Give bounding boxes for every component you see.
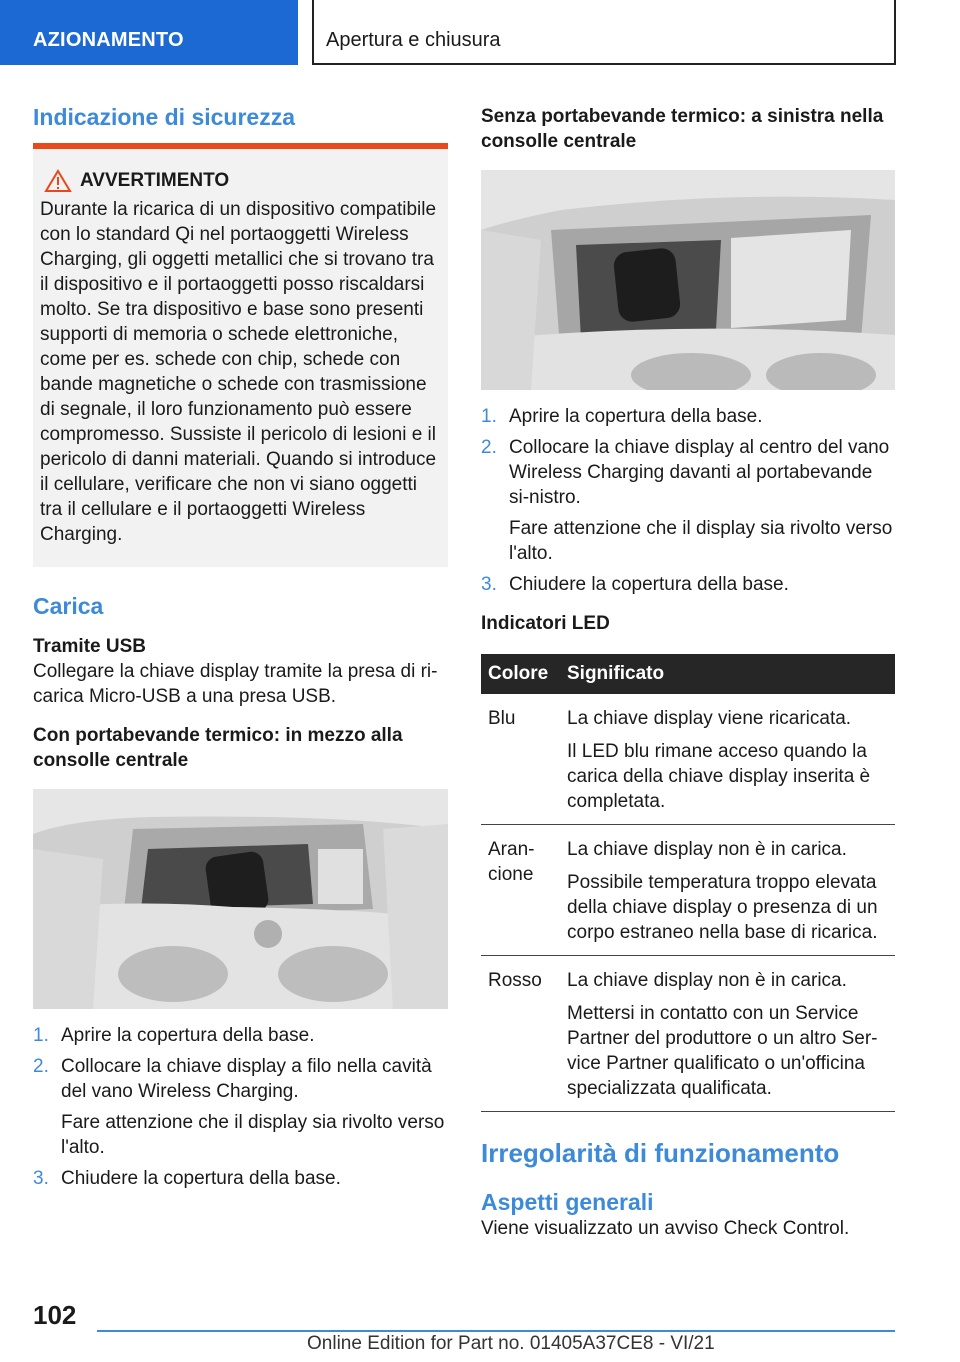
list-item: 1. Aprire la copertura della base. (481, 406, 763, 427)
warning-text: Durante la ricarica di un dispositivo compatibile con lo standard Qi nel portaoggetti Wireless Charging, gli oggetti metallici che si trovano tra il dispositivo e il portaoggetti posso riscaldarsi molto. Se tra dispositivo e base sono presenti supporti di memoria o schede elettroniche, come per es. schede con chip, schede con bande magnetiche o schede con trasmissione di segnale, il loro funzionamento può essere compromesso. Sussiste il pericolo di lesioni e il pericolo di danni materiali. Quando si introduce il cellulare, verificare che non vi siano oggetti tra il cellulare e il portaoggetti Wireless Charging. (40, 199, 437, 545)
table-row (481, 694, 895, 825)
malfunction-heading: Irregolarità di funzionamento (481, 1138, 840, 1168)
warning-triangle-icon (40, 169, 76, 193)
right-column (481, 100, 895, 1241)
table-cell: Aran-cione (481, 825, 560, 956)
safety-heading: Indicazione di sicurezza (33, 104, 296, 130)
header-section: AZIONAMENTO (0, 0, 298, 65)
table-cell: La chiave display non è in carica. Possibile temperatura troppo elevata della chiave display o presenza di un corpo estraneo nella base di ricarica. (560, 825, 895, 956)
table-header-color: Colore (481, 654, 560, 694)
console-photo-center (33, 789, 448, 1009)
page-number: 102 (33, 1300, 77, 1330)
general-heading: Aspetti generali (481, 1189, 654, 1215)
warning-title: AVVERTIMENTO (80, 170, 230, 191)
list-item: 1. Aprire la copertura della base. (33, 1025, 315, 1046)
without-cup-heading: Senza portabevande termico: a sinistra nella consolle centrale (481, 106, 884, 152)
table-cell: Rosso (481, 956, 560, 1112)
list-item: 2. Collocare la chiave display a filo nella cavità del vano Wireless Charging. Fare attenzione che il display sia rivolto verso l'alto. (33, 1056, 445, 1158)
right-steps-list (481, 404, 895, 597)
list-item: 2. Collocare la chiave display al centro del vano Wireless Charging davanti al portabevande si-nistro. Fare attenzione che il display sia rivolto verso l'alto. (481, 437, 893, 564)
led-table (481, 654, 895, 1112)
table-cell: La chiave display non è in carica. Mettersi in contatto con un Service Partner del produttore o un altro Ser-vice Partner qualificato o un'officina specializzata qualificata. (560, 956, 895, 1112)
list-item: 3. Chiudere la copertura della base. (481, 574, 789, 595)
usb-heading: Tramite USB (33, 636, 146, 657)
table-row (481, 825, 895, 956)
table-header-meaning: Significato (560, 654, 895, 694)
charge-heading: Carica (33, 593, 104, 619)
general-text: Viene visualizzato un avviso Check Control. (481, 1218, 850, 1239)
table-cell: Blu (481, 694, 560, 825)
warning-box (33, 143, 448, 567)
left-column (33, 100, 448, 1197)
usb-text: Collegare la chiave display tramite la presa di ri-carica Micro-USB a una presa USB. (33, 661, 438, 707)
console-photo-left (481, 170, 895, 390)
list-item: 3. Chiudere la copertura della base. (33, 1168, 341, 1189)
footer-edition: Online Edition for Part no. 01405A37CE8 - VI/21 (307, 1333, 715, 1354)
table-header-row (481, 654, 895, 694)
console-illustration (33, 789, 448, 1009)
table-row (481, 956, 895, 1112)
led-heading: Indicatori LED (481, 613, 610, 634)
table-cell: La chiave display viene ricaricata. Il LED blu rimane acceso quando la carica della chiave display inserita è completata. (560, 694, 895, 825)
footer-divider (97, 1330, 895, 1332)
warning-title-row (40, 169, 440, 193)
with-cup-heading: Con portabevande termico: in mezzo alla consolle centrale (33, 725, 403, 771)
console-illustration (481, 170, 895, 390)
left-steps-list (33, 1023, 448, 1191)
header-chapter: Apertura e chiusura (312, 0, 896, 65)
